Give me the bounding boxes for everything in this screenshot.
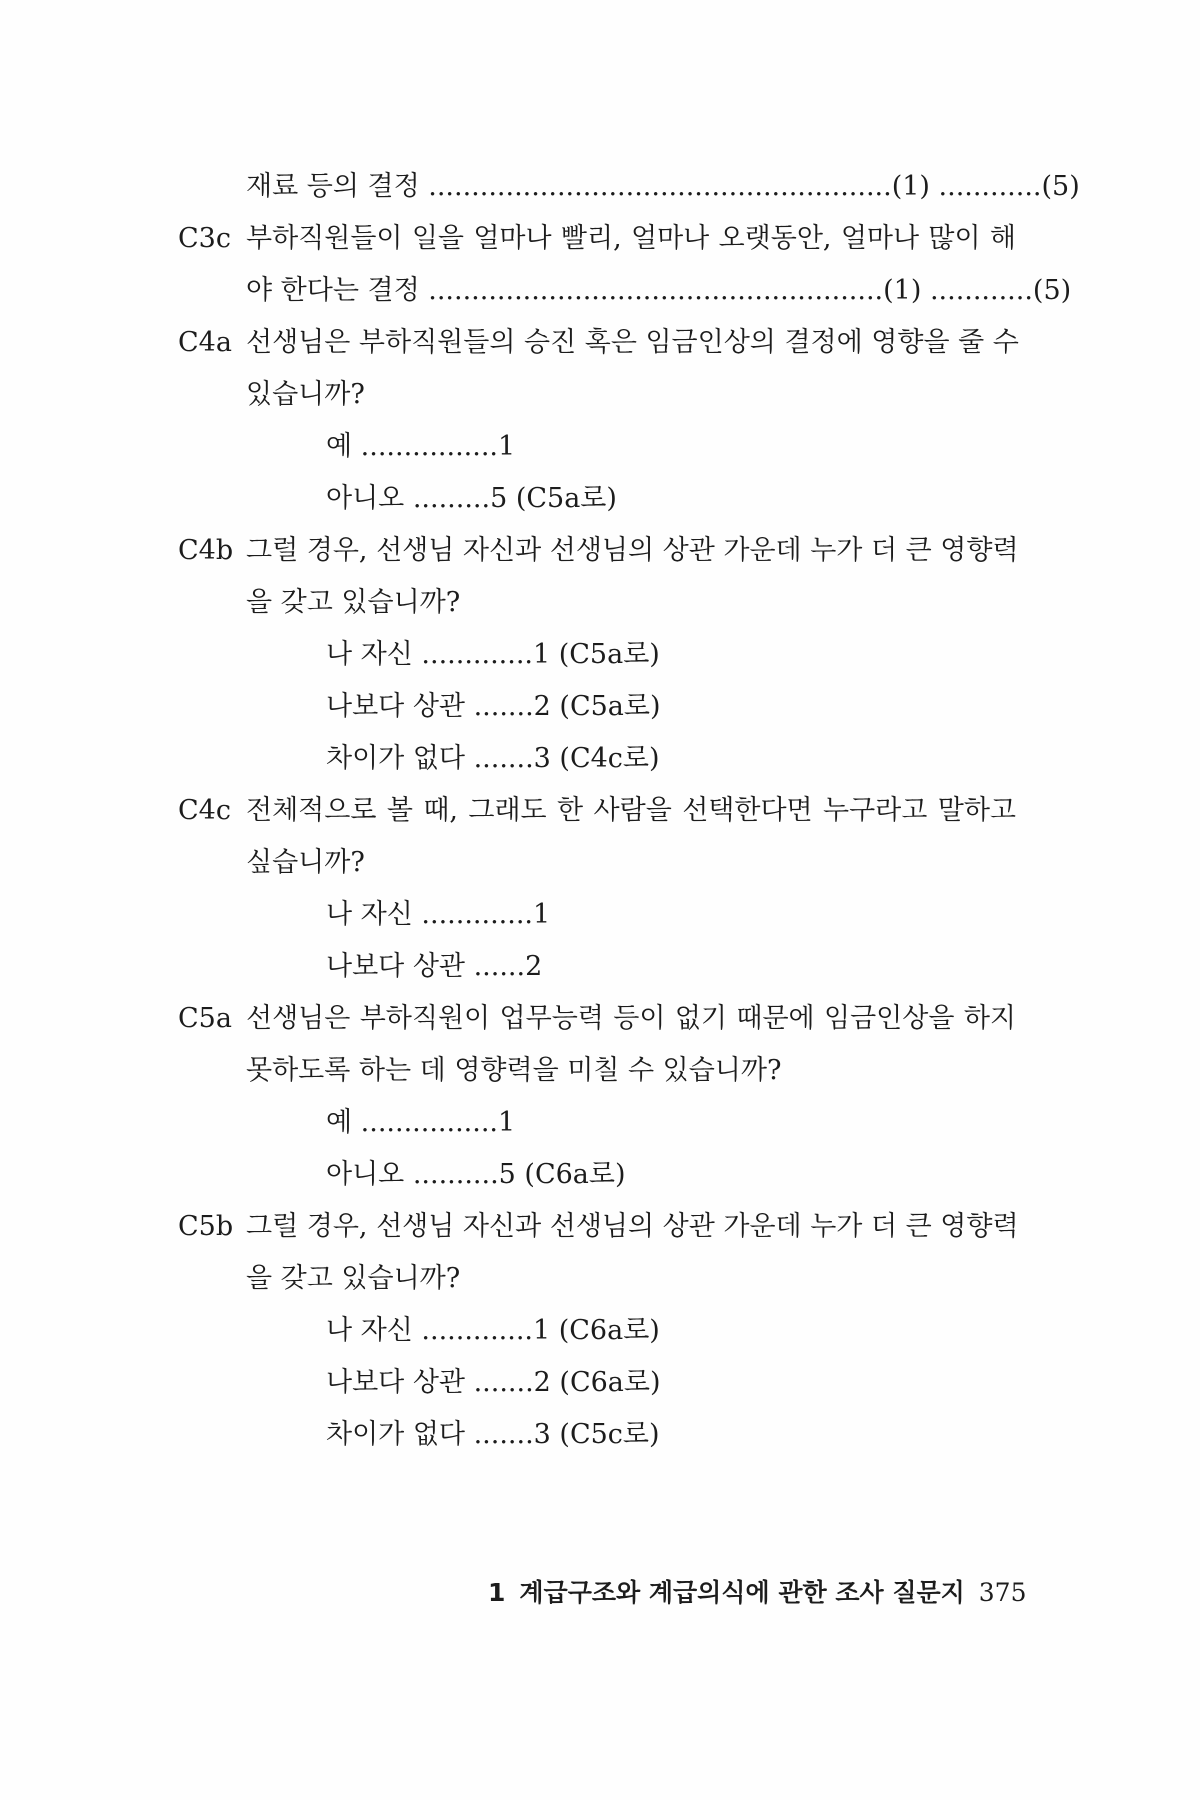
page-footer: [488, 1577, 1027, 1609]
answer-option-c4c-boss: [326, 950, 542, 984]
c4b-continuation-text: 을 갖고 있습니까?: [246, 587, 461, 618]
question-id-c5a: C5a: [178, 1003, 232, 1034]
answer-option-c4b-no-difference: [326, 742, 660, 776]
question-id-c3c: C3c: [178, 223, 231, 254]
question-line-c4b-continuation: [246, 586, 460, 620]
c5a-yes-text: 예 ................1: [326, 1107, 516, 1138]
c4c-boss-text: 나보다 상관 ......2: [326, 951, 543, 982]
c4c-self-text: 나 자신 .............1: [326, 899, 551, 930]
answer-option-c4a-yes: [326, 430, 515, 464]
answer-option-c4b-self: [326, 638, 660, 672]
answer-option-c5b-boss: [326, 1366, 661, 1400]
c5b-text: 그럴 경우, 선생님 자신과 선생님의 상관 가운데 누가 더 큰 영향력: [246, 1211, 1019, 1242]
answer-option-c5b-no-difference: [326, 1418, 660, 1452]
c4a-text: 선생님은 부하직원들의 승진 혹은 임금인상의 결정에 영향을 줄 수: [246, 327, 1019, 358]
answer-option-c4a-no: [326, 482, 617, 516]
c4a-continuation-text: 있습니까?: [246, 379, 365, 410]
c5a-no-text: 아니오 ..........5 (C6a로): [326, 1159, 626, 1190]
c4b-no-difference-text: 차이가 없다 .......3 (C4c로): [326, 743, 660, 774]
c5b-continuation-text: 을 갖고 있습니까?: [246, 1263, 461, 1294]
c5b-boss-text: 나보다 상관 .......2 (C6a로): [326, 1367, 661, 1398]
question-line-c3b-continuation: [246, 170, 1080, 204]
c5a-continuation-text: 못하도록 하는 데 영향력을 미칠 수 있습니까?: [246, 1055, 782, 1086]
c4c-continuation-text: 싶습니까?: [246, 847, 365, 878]
footer-section-title: 계급구조와 계급의식에 관한 조사 질문지: [519, 1578, 965, 1607]
question-line-c5b: [246, 1210, 1019, 1244]
question-id-c4c: C4c: [178, 795, 231, 826]
c3c-text: 부하직원들이 일을 얼마나 빨리, 얼마나 오랫동안, 얼마나 많이 해: [246, 223, 1016, 254]
question-line-c5b-continuation: [246, 1262, 460, 1296]
c4b-boss-text: 나보다 상관 .......2 (C5a로): [326, 691, 661, 722]
question-id-c5b: C5b: [178, 1211, 234, 1242]
question-line-c5a-continuation: [246, 1054, 781, 1088]
c5b-no-difference-text: 차이가 없다 .......3 (C5c로): [326, 1419, 660, 1450]
c3b-text: 재료 등의 결정 ......................................................(1) ............(5): [246, 171, 1080, 202]
c4b-text: 그럴 경우, 선생님 자신과 선생님의 상관 가운데 누가 더 큰 영향력: [246, 535, 1019, 566]
answer-option-c5a-no: [326, 1158, 626, 1192]
c4b-self-text: 나 자신 .............1 (C5a로): [326, 639, 660, 670]
question-line-c4c-continuation: [246, 846, 365, 880]
question-id-c4a: C4a: [178, 327, 232, 358]
question-line-c4c: [246, 794, 1016, 828]
question-line-c3c: [246, 222, 1016, 256]
answer-option-c4b-boss: [326, 690, 661, 724]
c5a-text: 선생님은 부하직원이 업무능력 등이 없기 때문에 임금인상을 하지: [246, 1003, 1016, 1034]
question-id-c4b: C4b: [178, 535, 234, 566]
question-line-c4b: [246, 534, 1019, 568]
c5b-self-text: 나 자신 .............1 (C6a로): [326, 1315, 660, 1346]
c3c-continuation-text: 야 한다는 결정 .....................................................(1) ............(5): [246, 275, 1072, 306]
question-line-c3c-continuation: [246, 274, 1071, 308]
c4a-no-text: 아니오 .........5 (C5a로): [326, 483, 617, 514]
question-line-c4a: [246, 326, 1019, 360]
footer-section-number: 1: [488, 1578, 506, 1607]
c4c-text: 전체적으로 볼 때, 그래도 한 사람을 선택한다면 누구라고 말하고: [246, 795, 1016, 826]
page-number: 375: [978, 1578, 1027, 1607]
c4a-yes-text: 예 ................1: [326, 431, 516, 462]
question-line-c4a-continuation: [246, 378, 365, 412]
answer-option-c5a-yes: [326, 1106, 515, 1140]
question-line-c5a: [246, 1002, 1016, 1036]
answer-option-c4c-self: [326, 898, 550, 932]
answer-option-c5b-self: [326, 1314, 660, 1348]
